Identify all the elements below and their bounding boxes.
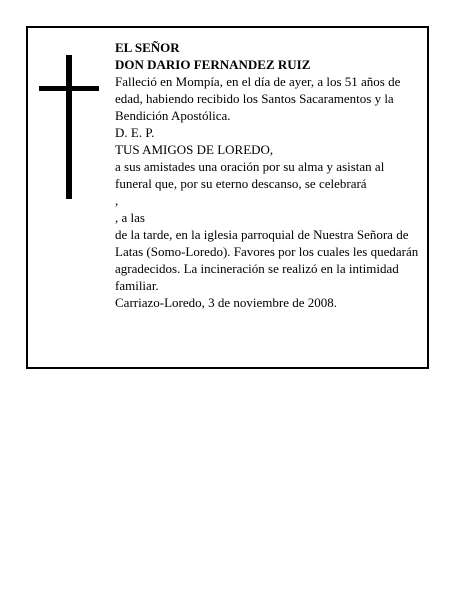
sender-line: TUS AMIGOS DE LOREDO, bbox=[115, 142, 274, 157]
obituary-notice bbox=[26, 26, 429, 369]
cross-vertical-bar bbox=[66, 55, 72, 199]
death-statement: Falleció en Mompía, en el día de ayer, a los 51 años de edad, habiendo recibido los Santos Sacaramentos y la Bendición Apostólica. bbox=[115, 74, 401, 123]
deceased-name: DON DARIO FERNANDEZ RUIZ bbox=[115, 57, 311, 72]
time-blank: , a las bbox=[115, 210, 145, 225]
date-blank: , bbox=[115, 193, 119, 208]
request-paragraph: a sus amistades una oración por su alma y asistan al funeral que, por su eterno descanso, se celebrará bbox=[115, 159, 385, 191]
cross-icon bbox=[39, 55, 99, 199]
ceremony-paragraph: de la tarde, en la iglesia parroquial de Nuestra Señora de Latas (Somo-Loredo). Favores por los cuales les quedarán agradecidos. La incineración se realizó en la intimidad familiar. bbox=[115, 227, 419, 293]
place-date: Carriazo-Loredo, 3 de noviembre de 2008. bbox=[115, 295, 338, 310]
notice-text bbox=[115, 39, 420, 311]
notice-title-line1: EL SEÑOR bbox=[115, 40, 180, 55]
cross-horizontal-bar bbox=[39, 86, 99, 91]
rip-line: D. E. P. bbox=[115, 125, 155, 140]
